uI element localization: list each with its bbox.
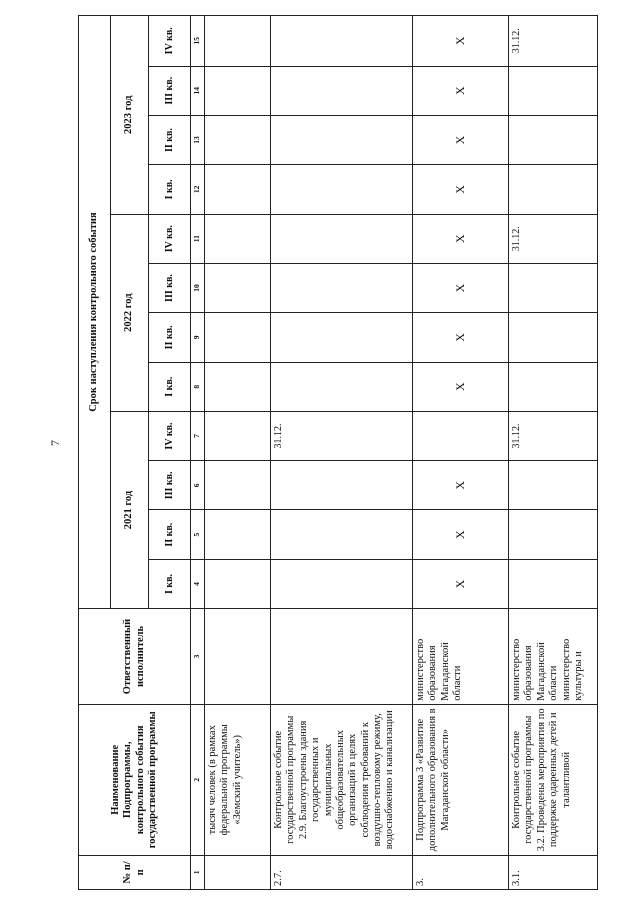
quarter-cell xyxy=(271,16,413,67)
header-year-2021: 2021 год xyxy=(111,411,149,608)
quarter-cell xyxy=(205,362,271,411)
quarter-cell xyxy=(271,313,413,362)
column-index: 11 xyxy=(191,214,205,263)
quarter-cell xyxy=(509,263,598,312)
column-index: 7 xyxy=(191,411,205,460)
quarter-cell xyxy=(205,165,271,214)
column-index: 15 xyxy=(191,16,205,67)
row-name: Контрольное событие государственной программы 2.9. Благоустроены здания государственных и муниципальных общеобразовательных организаций в целях соблюдения требований к воздушно-тепловому режиму, водоснабжению и канализации xyxy=(271,704,413,855)
quarter-cell xyxy=(205,313,271,362)
quarter-cell xyxy=(205,411,271,460)
row-number xyxy=(205,855,271,889)
header-quarter: III кв. xyxy=(149,263,191,312)
quarter-cell: X xyxy=(413,461,509,510)
quarter-cell xyxy=(271,461,413,510)
column-index: 9 xyxy=(191,313,205,362)
quarter-cell xyxy=(205,461,271,510)
header-quarter: I кв. xyxy=(149,165,191,214)
page-number: 7 xyxy=(48,440,62,446)
column-index: 14 xyxy=(191,66,205,115)
header-quarter: III кв. xyxy=(149,66,191,115)
column-index: 8 xyxy=(191,362,205,411)
header-name: Наименование Подпрограммы, контрольного события государственной программы xyxy=(79,704,191,855)
header-quarter: I кв. xyxy=(149,559,191,608)
column-index: 1 xyxy=(191,855,205,889)
quarter-cell: 31.12. xyxy=(509,214,598,263)
header-quarter: IV кв. xyxy=(149,411,191,460)
quarter-cell xyxy=(509,510,598,559)
quarter-cell: X xyxy=(413,510,509,559)
header-deadline: Срок наступления контрольного события xyxy=(79,16,111,609)
quarter-cell xyxy=(509,66,598,115)
header-num: № п/п xyxy=(79,855,191,889)
column-index: 12 xyxy=(191,165,205,214)
column-index: 13 xyxy=(191,115,205,164)
row-name: Контрольное событие государственной программы 3.2. Проведены мероприятия по поддержке одаренных детей и талантливой xyxy=(509,704,598,855)
quarter-cell: X xyxy=(413,263,509,312)
quarter-cell: X xyxy=(413,66,509,115)
header-quarter: II кв. xyxy=(149,115,191,164)
quarter-cell: X xyxy=(413,313,509,362)
quarter-cell xyxy=(205,66,271,115)
header-quarter: II кв. xyxy=(149,313,191,362)
quarter-cell xyxy=(205,214,271,263)
table-row xyxy=(509,16,598,890)
quarter-cell xyxy=(509,115,598,164)
column-index: 5 xyxy=(191,510,205,559)
row-responsible: министерство образования Магаданской области министерство культуры и xyxy=(509,609,598,705)
row-number: 3. xyxy=(413,855,509,889)
quarter-cell: X xyxy=(413,165,509,214)
quarter-cell xyxy=(413,411,509,460)
quarter-cell xyxy=(271,510,413,559)
header-quarter: II кв. xyxy=(149,510,191,559)
quarter-cell: X xyxy=(413,115,509,164)
header-quarter: III кв. xyxy=(149,461,191,510)
quarter-cell: X xyxy=(413,362,509,411)
quarter-cell xyxy=(205,115,271,164)
row-number: 3.1. xyxy=(509,855,598,889)
table-row xyxy=(205,16,271,890)
column-index: 6 xyxy=(191,461,205,510)
row-responsible xyxy=(271,609,413,705)
control-events-table xyxy=(78,15,598,890)
header-responsible: Ответственный исполнитель xyxy=(79,609,191,705)
quarter-cell xyxy=(509,313,598,362)
column-index: 4 xyxy=(191,559,205,608)
quarter-cell: 31.12. xyxy=(509,411,598,460)
header-quarter: IV кв. xyxy=(149,16,191,67)
row-name: тысяч человек (в рамках федеральной программы «Земский учитель») xyxy=(205,704,271,855)
quarter-cell xyxy=(205,559,271,608)
quarter-cell xyxy=(271,115,413,164)
control-events-table-sheet xyxy=(78,15,598,890)
table-row xyxy=(271,16,413,890)
header-quarter: IV кв. xyxy=(149,214,191,263)
table-row xyxy=(413,16,509,890)
row-name: Подпрограмма 3 «Развитие дополнительного образования в Магаданской области» xyxy=(413,704,509,855)
quarter-cell xyxy=(271,214,413,263)
header-year-2022: 2022 год xyxy=(111,214,149,411)
quarter-cell xyxy=(509,362,598,411)
column-index: 2 xyxy=(191,704,205,855)
quarter-cell xyxy=(205,510,271,559)
quarter-cell: X xyxy=(413,559,509,608)
quarter-cell xyxy=(271,66,413,115)
header-year-2023: 2023 год xyxy=(111,16,149,215)
quarter-cell xyxy=(271,362,413,411)
quarter-cell xyxy=(509,461,598,510)
quarter-cell: 31.12. xyxy=(509,16,598,67)
quarter-cell: X xyxy=(413,16,509,67)
quarter-cell xyxy=(271,559,413,608)
row-responsible: министерство образования Магаданской области xyxy=(413,609,509,705)
quarter-cell xyxy=(509,165,598,214)
quarter-cell: X xyxy=(413,214,509,263)
quarter-cell xyxy=(205,16,271,67)
quarter-cell xyxy=(205,263,271,312)
header-quarter: I кв. xyxy=(149,362,191,411)
quarter-cell: 31.12. xyxy=(271,411,413,460)
row-number: 2.7. xyxy=(271,855,413,889)
column-index: 3 xyxy=(191,609,205,705)
quarter-cell xyxy=(509,559,598,608)
column-index: 10 xyxy=(191,263,205,312)
quarter-cell xyxy=(271,165,413,214)
quarter-cell xyxy=(271,263,413,312)
row-responsible xyxy=(205,609,271,705)
